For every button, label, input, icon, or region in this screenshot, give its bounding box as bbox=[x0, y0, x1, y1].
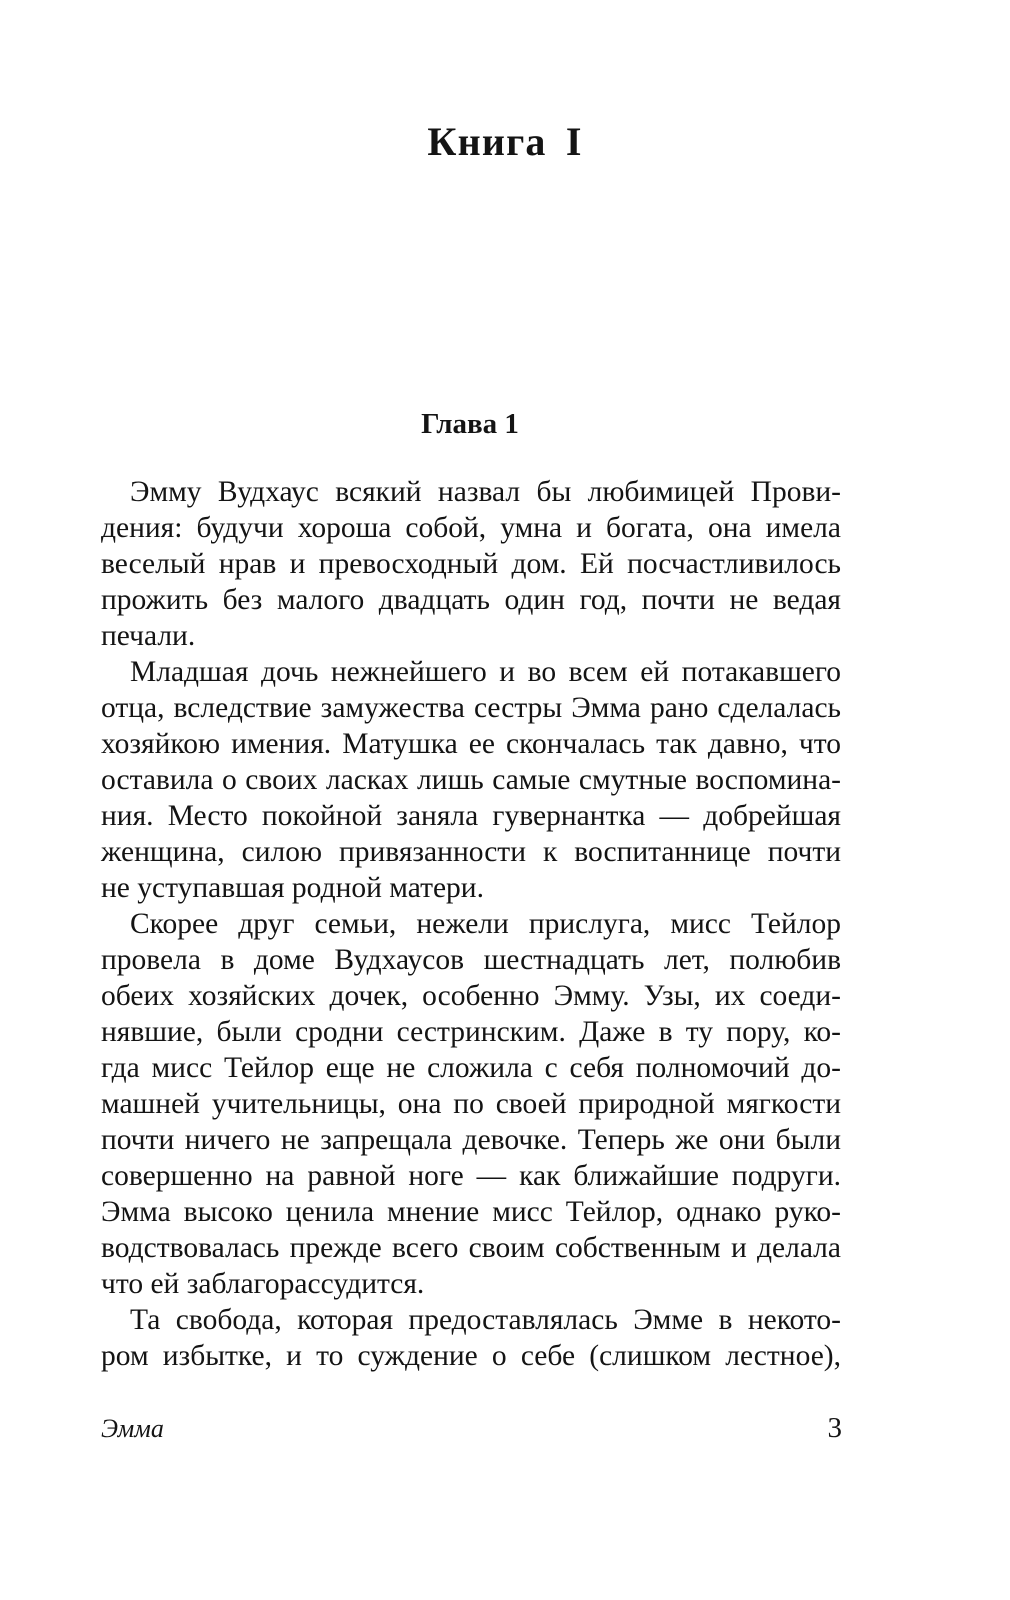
body-line: прожить без малого двадцать один год, почти не ведая bbox=[101, 584, 841, 616]
body-line: машней учительницы, она по своей природной мягкости bbox=[101, 1088, 841, 1120]
page-number: 3 bbox=[827, 1412, 842, 1444]
body-line: оставила о своих ласках лишь самые смутные воспомина- bbox=[101, 764, 841, 796]
body-line: веселый нрав и превосходный дом. Ей посчастливилось bbox=[101, 548, 841, 580]
book-title: Книга I bbox=[427, 119, 583, 164]
body-line: нявшие, были сродни сестринским. Даже в ту пору, ко- bbox=[101, 1016, 841, 1048]
body-line: провела в доме Вудхаусов шестнадцать лет, полюбив bbox=[101, 944, 841, 976]
body-line: Эмма высоко ценила мнение мисс Тейлор, однако руко- bbox=[101, 1196, 841, 1228]
body-line: печали. bbox=[101, 620, 196, 652]
body-line: не уступавшая родной матери. bbox=[101, 872, 484, 904]
body-line: гда мисс Тейлор еще не сложила с себя полномочий до- bbox=[101, 1052, 841, 1084]
body-line: Та свобода, которая предоставлялась Эмме в некото- bbox=[130, 1304, 841, 1336]
body-line: Скорее друг семьи, нежели прислуга, мисс Тейлор bbox=[130, 908, 841, 940]
body-line: что ей заблагорассудится. bbox=[101, 1268, 425, 1300]
body-line: Младшая дочь нежнейшего и во всем ей потакавшего bbox=[130, 656, 841, 688]
body-line: отца, вследствие замужества сестры Эмма рано сделалась bbox=[101, 692, 841, 724]
chapter-title: Глава 1 bbox=[421, 408, 519, 440]
body-line: водствовалась прежде всего своим собственным и делала bbox=[101, 1232, 841, 1264]
running-title: Эмма bbox=[101, 1414, 164, 1443]
body-line: женщина, силою привязанности к воспитаннице почти bbox=[101, 836, 841, 868]
body-line: дения: будучи хороша собой, умна и богата, она имела bbox=[101, 512, 841, 544]
body-line: хозяйкою имения. Матушка ее скончалась так давно, что bbox=[101, 728, 841, 760]
body-line: ром избытке, и то суждение о себе (слишком лестное), bbox=[101, 1340, 841, 1372]
body-line: обеих хозяйских дочек, особенно Эмму. Узы, их соеди- bbox=[101, 980, 841, 1012]
body-line: Эмму Вудхаус всякий назвал бы любимицей Прови- bbox=[130, 476, 841, 508]
body-line: ния. Место покойной заняла гувернантка — добрейшая bbox=[101, 800, 841, 832]
body-line: почти ничего не запрещала девочке. Теперь же они были bbox=[101, 1124, 841, 1156]
body-line: совершенно на равной ноге — как ближайшие подруги. bbox=[101, 1160, 841, 1192]
